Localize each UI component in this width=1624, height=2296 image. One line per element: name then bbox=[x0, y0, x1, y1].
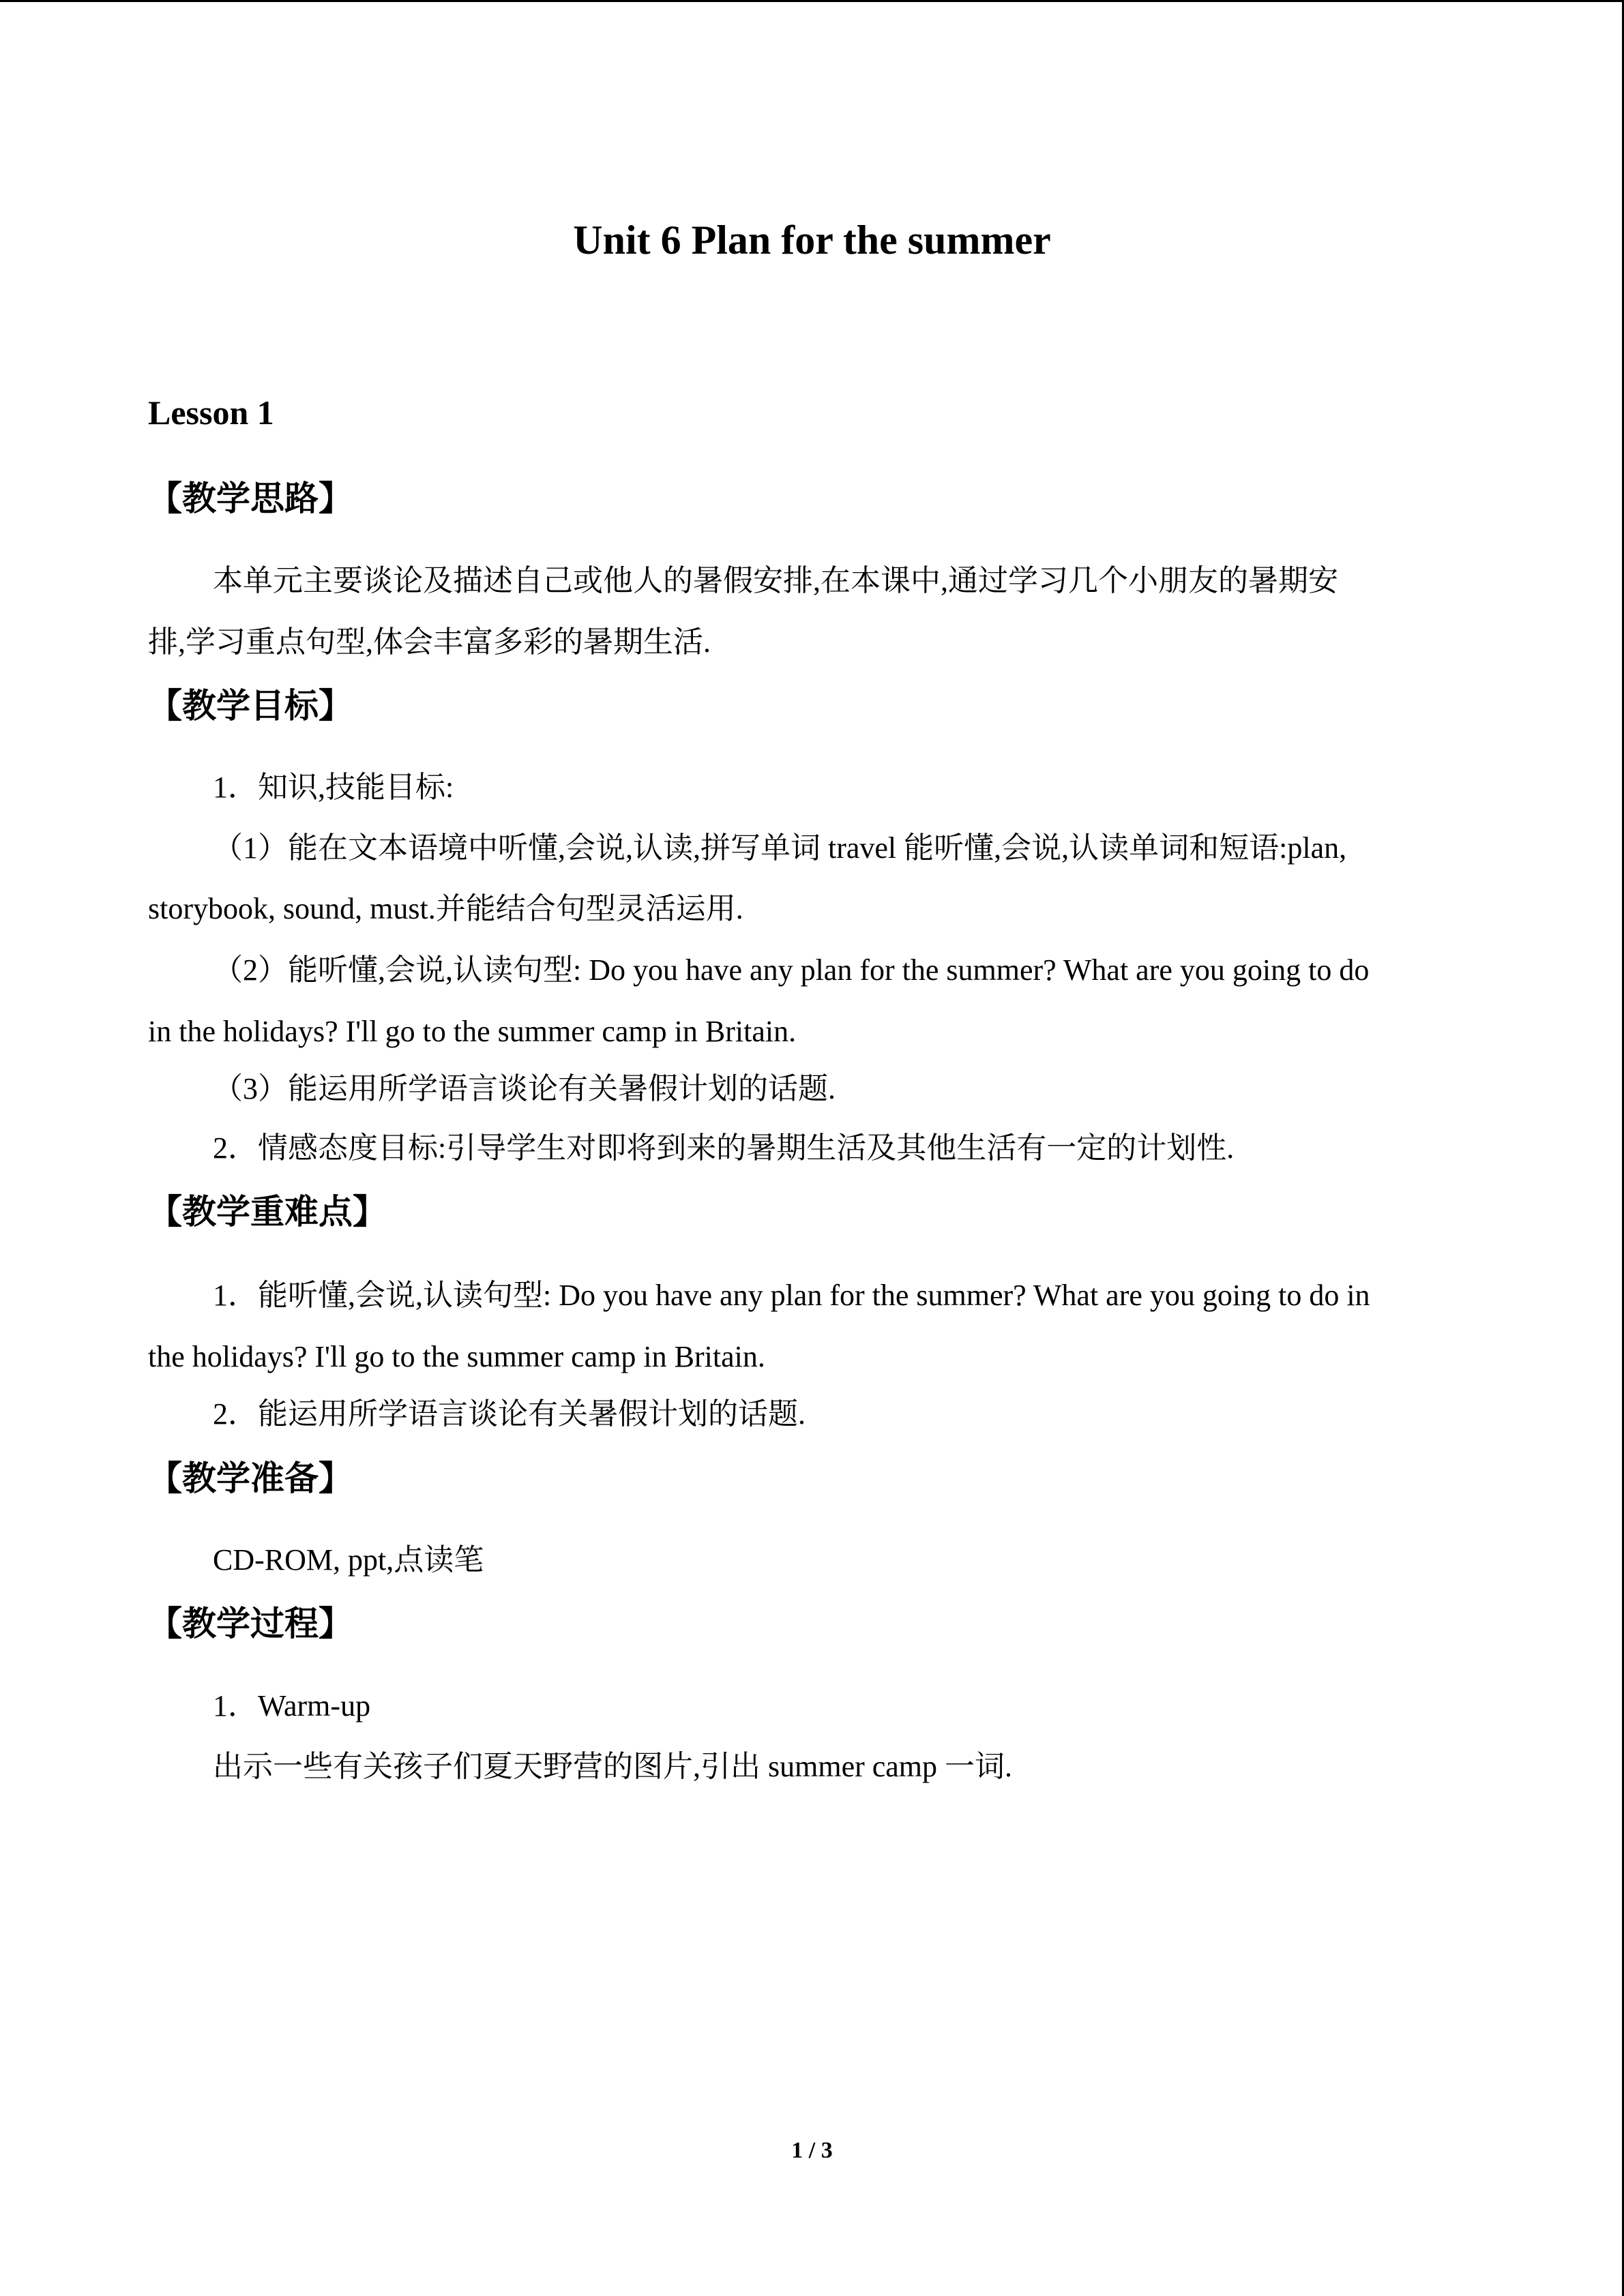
paragraph-line: 本单元主要谈论及描述自己或他人的暑假安排,在本课中,通过学习几个小朋友的暑期安 bbox=[213, 564, 1338, 597]
lesson-heading: Lesson 1 bbox=[148, 393, 274, 432]
document-title: Unit 6 Plan for the summer bbox=[573, 218, 1051, 263]
list-item: （3）能运用所学语言谈论有关暑假计划的话题. bbox=[213, 1072, 836, 1105]
section-heading-teaching-goals: 【教学目标】 bbox=[148, 687, 353, 725]
paragraph-line: in the holidays? I'll go to the summer camp in Britain. bbox=[148, 1015, 797, 1048]
page-number: 1 / 3 bbox=[791, 2138, 833, 2163]
section-heading-preparation: 【教学准备】 bbox=[148, 1459, 353, 1497]
list-item: 1．Warm-up bbox=[213, 1689, 371, 1723]
paragraph-line: CD-ROM, ppt,点读笔 bbox=[213, 1543, 484, 1577]
section-heading-procedure: 【教学过程】 bbox=[148, 1605, 353, 1643]
list-item: 1．知识,技能目标: bbox=[213, 771, 454, 804]
list-item: 2．能运用所学语言谈论有关暑假计划的话题. bbox=[213, 1397, 806, 1431]
list-item: （1）能在文本语境中听懂,会说,认读,拼写单词 travel 能听懂,会说,认读单词和短语:plan, bbox=[213, 831, 1347, 865]
paragraph-line: 出示一些有关孩子们夏天野营的图片,引出 summer camp 一词. bbox=[213, 1750, 1013, 1783]
section-heading-key-points: 【教学重难点】 bbox=[148, 1193, 387, 1231]
list-item: 2．情感态度目标:引导学生对即将到来的暑期生活及其他生活有一定的计划性. bbox=[213, 1131, 1235, 1165]
list-item: 1．能听懂,会说,认读句型: Do you have any plan for the summer? What are you going to do in bbox=[213, 1279, 1370, 1312]
section-heading-teaching-approach: 【教学思路】 bbox=[148, 479, 353, 518]
paragraph-line: 排,学习重点句型,体会丰富多彩的暑期生活. bbox=[148, 625, 711, 659]
list-item: （2）能听懂,会说,认读句型: Do you have any plan for the summer? What are you going to do bbox=[213, 953, 1370, 987]
page-border-top bbox=[0, 0, 1624, 2]
paragraph-line: storybook, sound, must.并能结合句型灵活运用. bbox=[148, 892, 743, 925]
paragraph-line: the holidays? I'll go to the summer camp in Britain. bbox=[148, 1340, 765, 1373]
